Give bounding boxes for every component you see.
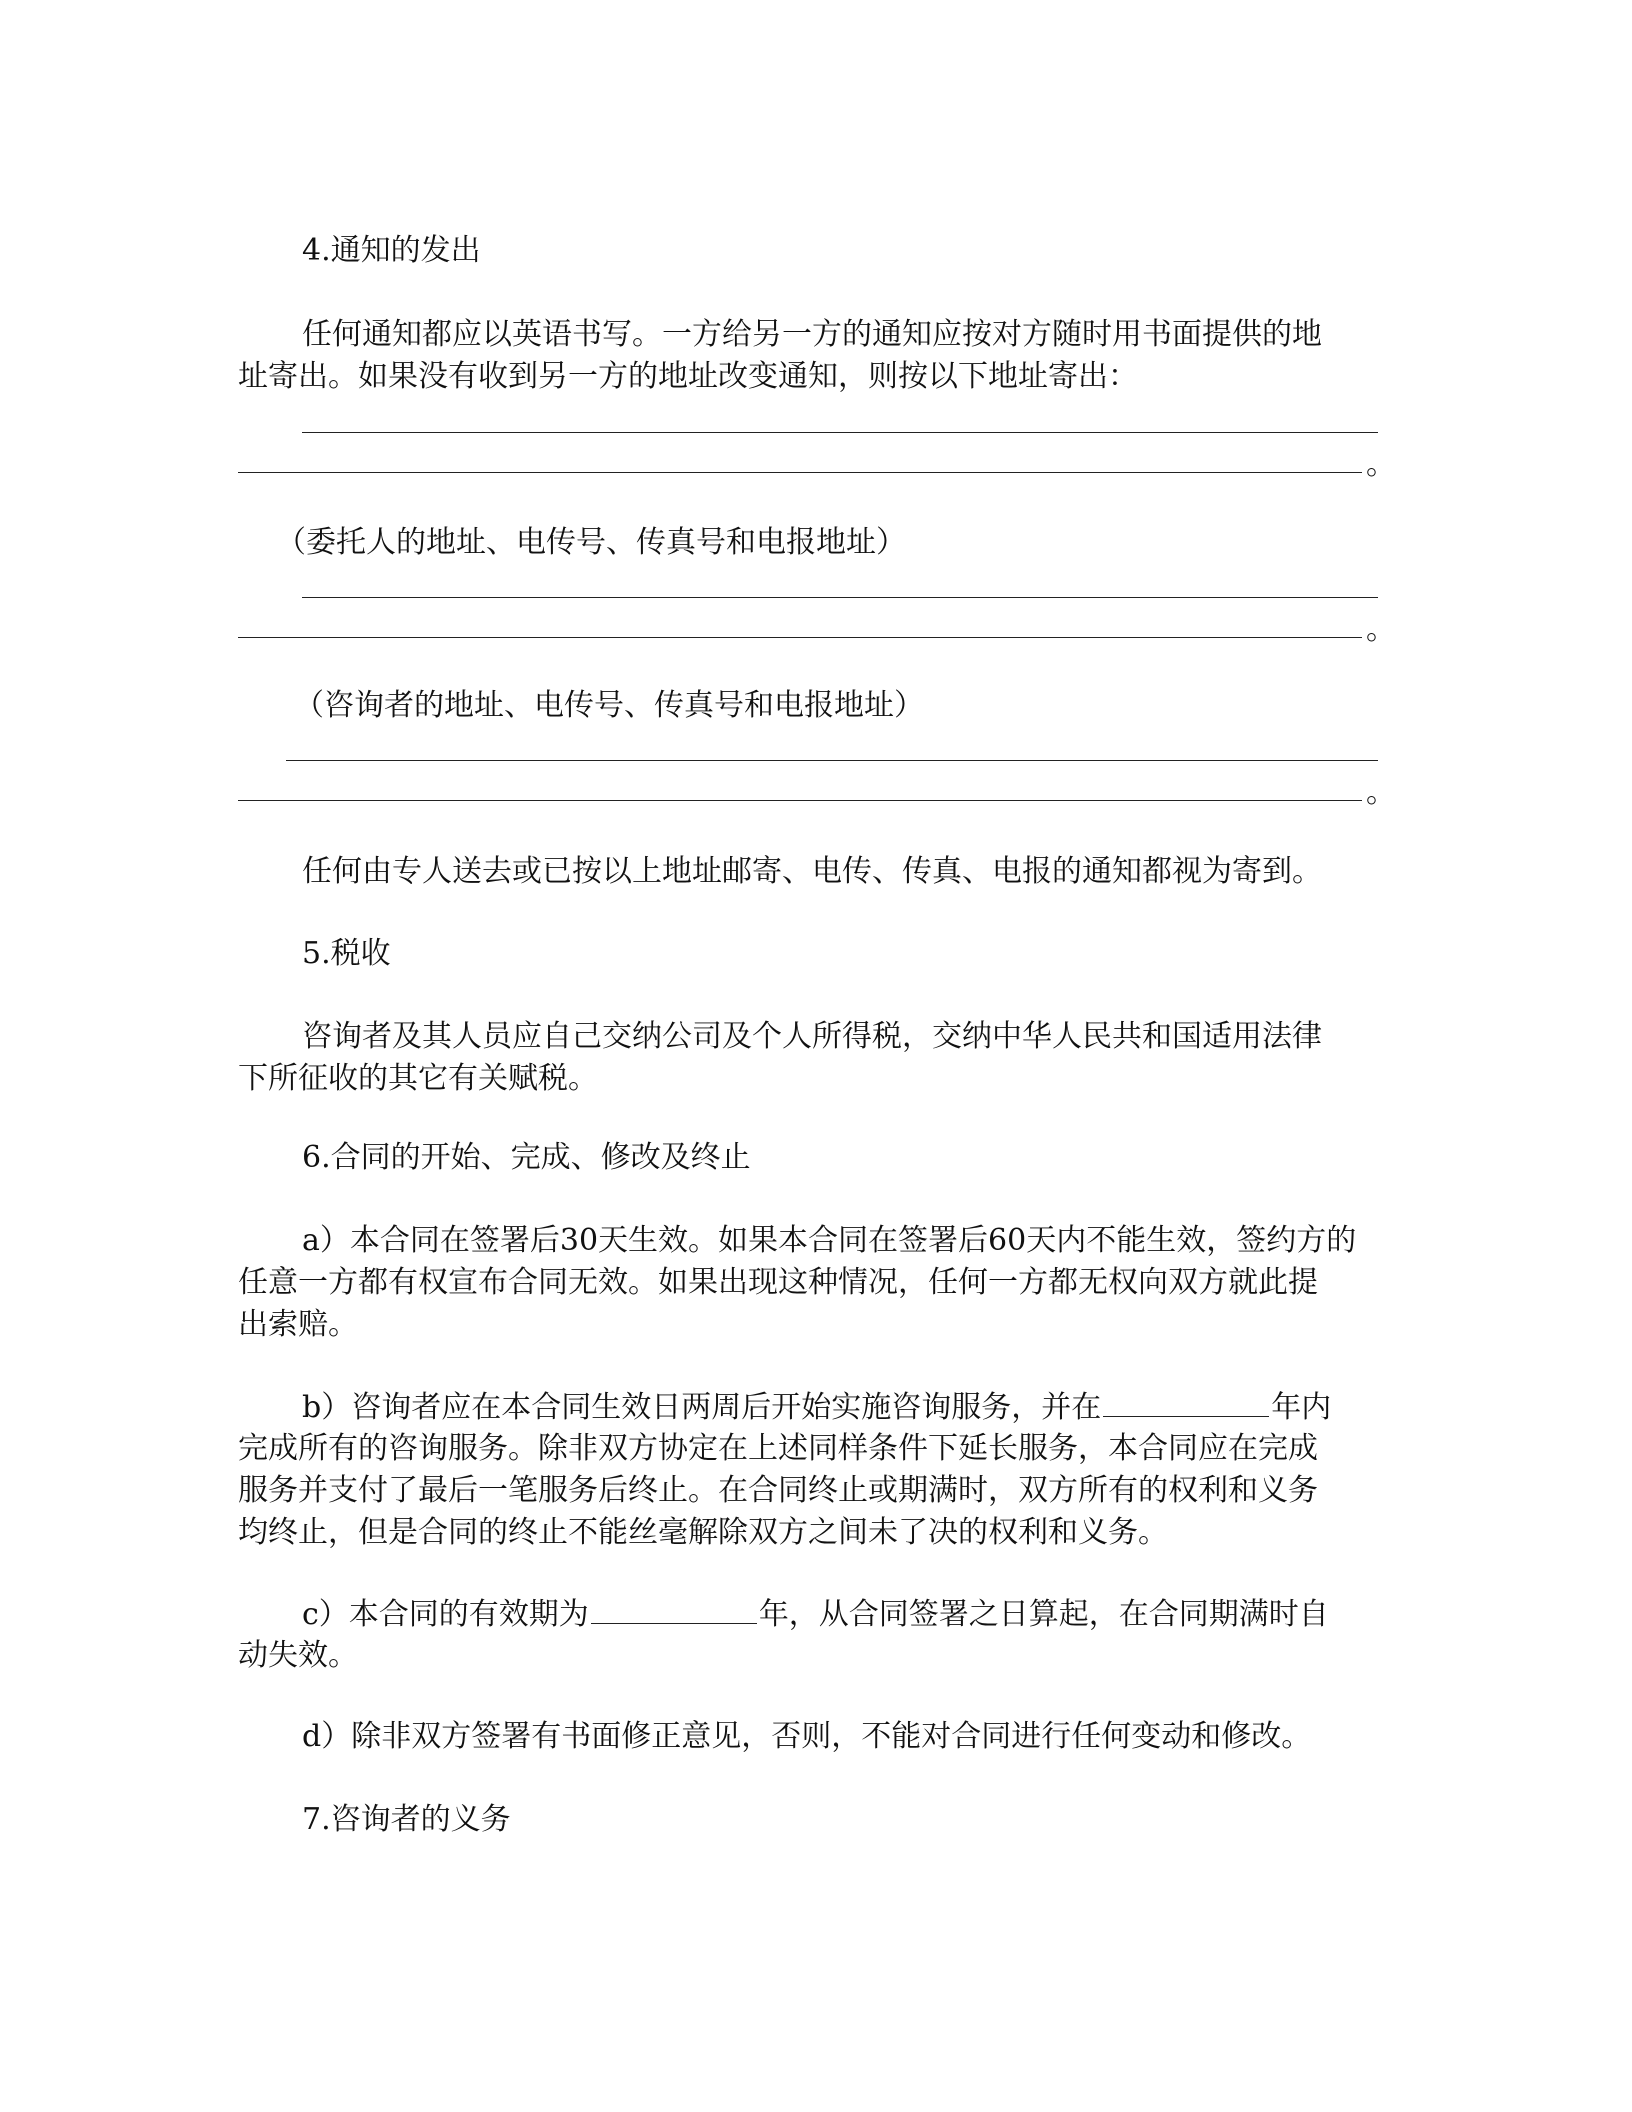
delivery-note: 任何由专人送去或已按以上地址邮寄、电传、传真、电报的通知都视为寄到。 <box>302 854 1322 889</box>
section-7-title: 7.咨询者的义务 <box>302 1802 511 1837</box>
clause-a-line-3: 出索赔。 <box>238 1307 358 1342</box>
clause-b-line-1-post: 年内 <box>1271 1390 1332 1425</box>
clause-a-line-2: 任意一方都有权宣布合同无效。如果出现这种情况，任何一方都无权向双方就此提 <box>238 1265 1318 1300</box>
section-5-line-2: 下所征收的其它有关赋税。 <box>238 1061 598 1096</box>
consultant-address-blank-line-2[interactable] <box>238 800 1362 801</box>
client-address-blank-line-1[interactable] <box>302 597 1378 598</box>
address-blank-line-2[interactable] <box>238 472 1362 473</box>
clause-c-line-2: 动失效。 <box>238 1638 358 1673</box>
clause-c-line-1 <box>238 1593 1442 1636</box>
clause-b-line-1 <box>238 1386 1442 1429</box>
section-4-title: 4.通知的发出 <box>302 233 481 268</box>
section-5-line-1: 咨询者及其人员应自己交纳公司及个人所得税，交纳中华人民共和国适用法律 <box>302 1019 1322 1054</box>
section-4-paragraph-line-1: 任何通知都应以英语书写。一方给另一方的通知应按对方随时用书面提供的地 <box>302 317 1322 352</box>
clause-c-line-1-post: 年，从合同签署之日算起，在合同期满时自 <box>758 1597 1329 1632</box>
client-address-blank-line-2[interactable] <box>238 637 1362 638</box>
clause-c-line-1-pre: c）本合同的有效期为 <box>302 1597 589 1632</box>
client-address-caption: （委托人的地址、电传号、传真号和电报地址） <box>276 525 906 560</box>
consultant-address-period: 。 <box>1366 775 1396 810</box>
service-years-blank[interactable] <box>1103 1386 1269 1417</box>
address-line-period: 。 <box>1366 447 1396 482</box>
section-5-title: 5.税收 <box>302 936 391 971</box>
address-blank-line-1[interactable] <box>302 432 1378 433</box>
clause-a-line-1: a）本合同在签署后30天生效。如果本合同在签署后60天内不能生效，签约方的 <box>302 1223 1357 1258</box>
validity-years-blank[interactable] <box>591 1593 757 1624</box>
section-6-title: 6.合同的开始、完成、修改及终止 <box>302 1140 751 1175</box>
client-address-period: 。 <box>1366 612 1396 647</box>
consultant-address-caption: （咨询者的地址、电传号、传真号和电报地址） <box>294 688 924 723</box>
consultant-address-blank-line-1[interactable] <box>286 760 1378 761</box>
clause-b-line-1-pre: b）咨询者应在本合同生效日两周后开始实施咨询服务，并在 <box>302 1390 1102 1425</box>
clause-b-line-4: 均终止，但是合同的终止不能丝毫解除双方之间未了决的权利和义务。 <box>238 1515 1168 1550</box>
section-4-paragraph-line-2: 址寄出。如果没有收到另一方的地址改变通知，则按以下地址寄出： <box>238 359 1138 394</box>
clause-d-line-1: d）除非双方签署有书面修正意见，否则，不能对合同进行任何变动和修改。 <box>302 1719 1312 1754</box>
clause-b-line-3: 服务并支付了最后一笔服务后终止。在合同终止或期满时，双方所有的权利和义务 <box>238 1473 1318 1508</box>
clause-b-line-2: 完成所有的咨询服务。除非双方协定在上述同样条件下延长服务，本合同应在完成 <box>238 1431 1318 1466</box>
